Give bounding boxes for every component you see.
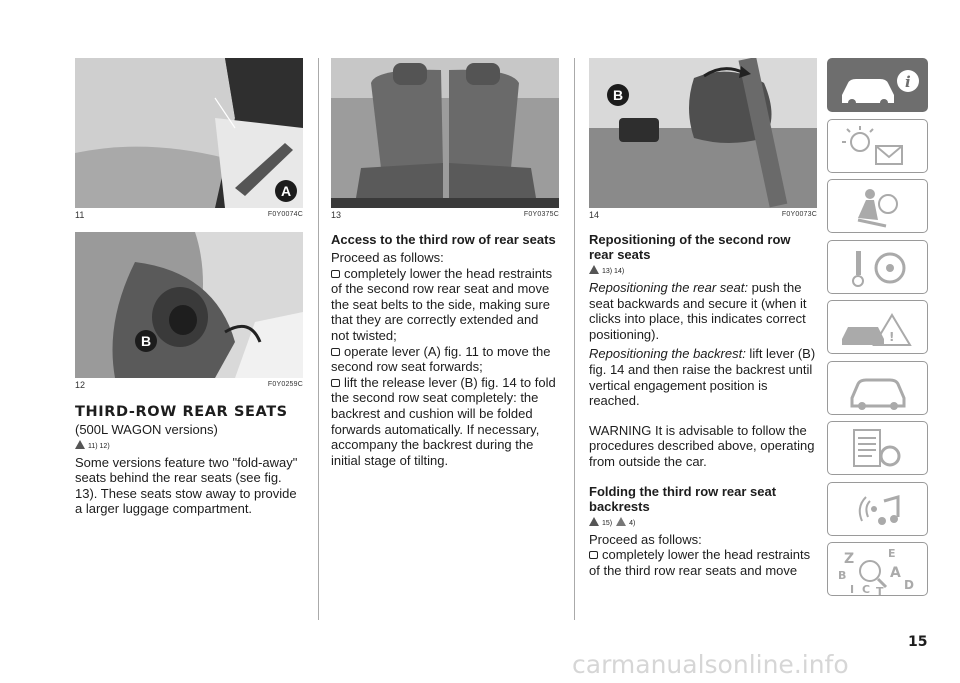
tab-maintenance[interactable] bbox=[827, 361, 928, 415]
checkbox-bullet-icon bbox=[589, 551, 598, 559]
column-1 bbox=[75, 58, 303, 517]
tab-starting-driving[interactable] bbox=[827, 240, 928, 294]
ref-number: 4) bbox=[629, 519, 636, 527]
index-icon bbox=[828, 543, 929, 597]
figure-11 bbox=[75, 58, 303, 208]
ref-numbers: 11) 12) bbox=[88, 442, 110, 450]
section-heading: Folding the third row rear seat backrests bbox=[589, 483, 777, 514]
figure-13 bbox=[331, 58, 559, 208]
callout-b: B bbox=[135, 330, 157, 352]
warning-refs bbox=[589, 517, 817, 531]
car-info-icon bbox=[828, 59, 929, 113]
column-3 bbox=[589, 58, 817, 578]
list-item: lift the release lever (B) fig. 14 to fold the second row seat completely: the backrest and cushion will be folded forwards automatically. If necessary, accompany the backrest during the initial stage of tilting. bbox=[331, 374, 556, 468]
checkbox-bullet-icon bbox=[331, 348, 340, 356]
svg-text:i: i bbox=[905, 73, 911, 91]
technical-data-icon bbox=[828, 422, 929, 476]
seat-lever-illustration bbox=[75, 58, 303, 208]
column-divider bbox=[574, 58, 575, 620]
figure-11-caption bbox=[75, 210, 303, 224]
third-row-seats-illustration bbox=[331, 58, 559, 208]
intro-text: Proceed as follows: bbox=[589, 531, 702, 547]
list-item: completely lower the head restraints of the second row rear seat and move the seat belts to the side, making sure that they are correctly extended and not twisted; bbox=[331, 265, 553, 343]
warning-triangle-icon bbox=[589, 517, 599, 526]
tab-knowing-the-car[interactable] bbox=[827, 58, 928, 112]
car-breakdown-icon bbox=[828, 301, 929, 355]
multimedia-icon bbox=[828, 483, 929, 537]
key-steering-wheel-icon bbox=[828, 241, 929, 295]
column-2 bbox=[331, 58, 559, 468]
figure-14-caption bbox=[589, 210, 817, 224]
ref-numbers: 13) 14) bbox=[602, 268, 625, 275]
figure-code: F0Y0259C bbox=[267, 381, 303, 388]
tab-emergency[interactable] bbox=[827, 300, 928, 354]
list-item: completely lower the head restraints of the third row rear seats and move bbox=[589, 547, 811, 578]
figure-13-caption bbox=[331, 210, 559, 224]
callout-b: B bbox=[607, 84, 629, 106]
warning-lights-message-icon bbox=[828, 120, 929, 174]
figure-code: F0Y0375C bbox=[523, 211, 559, 218]
tab-technical-data[interactable] bbox=[827, 421, 928, 475]
figure-12-caption bbox=[75, 380, 303, 394]
airbag-person-icon bbox=[828, 180, 929, 234]
paragraph: Repositioning the backrest: lift lever (B) fig. 14 and then raise the backrest until vertical engagement position is reached. bbox=[589, 346, 816, 409]
page-number: 15 bbox=[908, 634, 928, 650]
figure-code: F0Y0073C bbox=[781, 211, 817, 218]
figure-number: 14 bbox=[589, 210, 600, 220]
car-maintenance-icon bbox=[828, 362, 929, 416]
figure-number: 12 bbox=[75, 380, 86, 390]
svg-text:I: I bbox=[850, 583, 855, 596]
paragraph: Repositioning the rear seat: push the seat backwards and secure it (when it clicks into place, this indicates correct positioning). bbox=[589, 280, 807, 342]
body-text: Some versions feature two "fold-away" seats behind the rear seats (see fig. 13). These seats stow away to provide a larger luggage compartment. bbox=[75, 454, 298, 517]
checkbox-bullet-icon bbox=[331, 270, 340, 278]
tab-multimedia[interactable] bbox=[827, 482, 928, 536]
chapter-tabs bbox=[827, 58, 928, 603]
svg-text:B: B bbox=[838, 569, 847, 582]
caution-triangle-icon bbox=[616, 517, 626, 526]
svg-text:D: D bbox=[904, 578, 914, 592]
svg-text:C: C bbox=[862, 583, 871, 596]
figure-code: F0Y0074C bbox=[267, 211, 303, 218]
warning-refs bbox=[589, 265, 817, 279]
callout-a: A bbox=[275, 180, 297, 202]
svg-text:!: ! bbox=[889, 330, 895, 344]
intro-text: Proceed as follows: bbox=[331, 250, 444, 265]
tab-safety[interactable] bbox=[827, 179, 928, 233]
svg-text:T: T bbox=[876, 585, 884, 597]
warning-refs bbox=[75, 440, 303, 454]
watermark: carmanualsonline.info bbox=[572, 650, 849, 679]
figure-14 bbox=[589, 58, 817, 208]
tab-dashboard[interactable] bbox=[827, 119, 928, 173]
tab-index[interactable] bbox=[827, 542, 928, 596]
figure-number: 13 bbox=[331, 210, 342, 220]
svg-text:Z: Z bbox=[844, 551, 855, 567]
headrest-lever-illustration bbox=[589, 58, 817, 208]
section-heading: Repositioning of the second row rear seats bbox=[589, 232, 791, 262]
checkbox-bullet-icon bbox=[331, 379, 340, 387]
svg-text:A: A bbox=[890, 565, 901, 581]
section-subtitle: (500L WAGON versions) bbox=[75, 422, 218, 437]
figure-number: 11 bbox=[75, 210, 85, 220]
figure-12 bbox=[75, 232, 303, 378]
list-item: operate lever (A) fig. 11 to move the second row seat forwards; bbox=[331, 343, 551, 375]
svg-text:E: E bbox=[888, 547, 896, 560]
warning-paragraph: WARNING It is advisable to follow the procedures described above, operating from outside the car. bbox=[589, 422, 815, 469]
section-heading: THIRD-ROW REAR SEATS bbox=[75, 404, 288, 420]
column-divider bbox=[318, 58, 319, 620]
warning-triangle-icon bbox=[589, 265, 599, 274]
section-heading: Access to the third row of rear seats bbox=[331, 232, 556, 247]
release-lever-illustration bbox=[75, 232, 303, 378]
warning-triangle-icon bbox=[75, 440, 85, 449]
ref-number: 15) bbox=[602, 519, 613, 527]
